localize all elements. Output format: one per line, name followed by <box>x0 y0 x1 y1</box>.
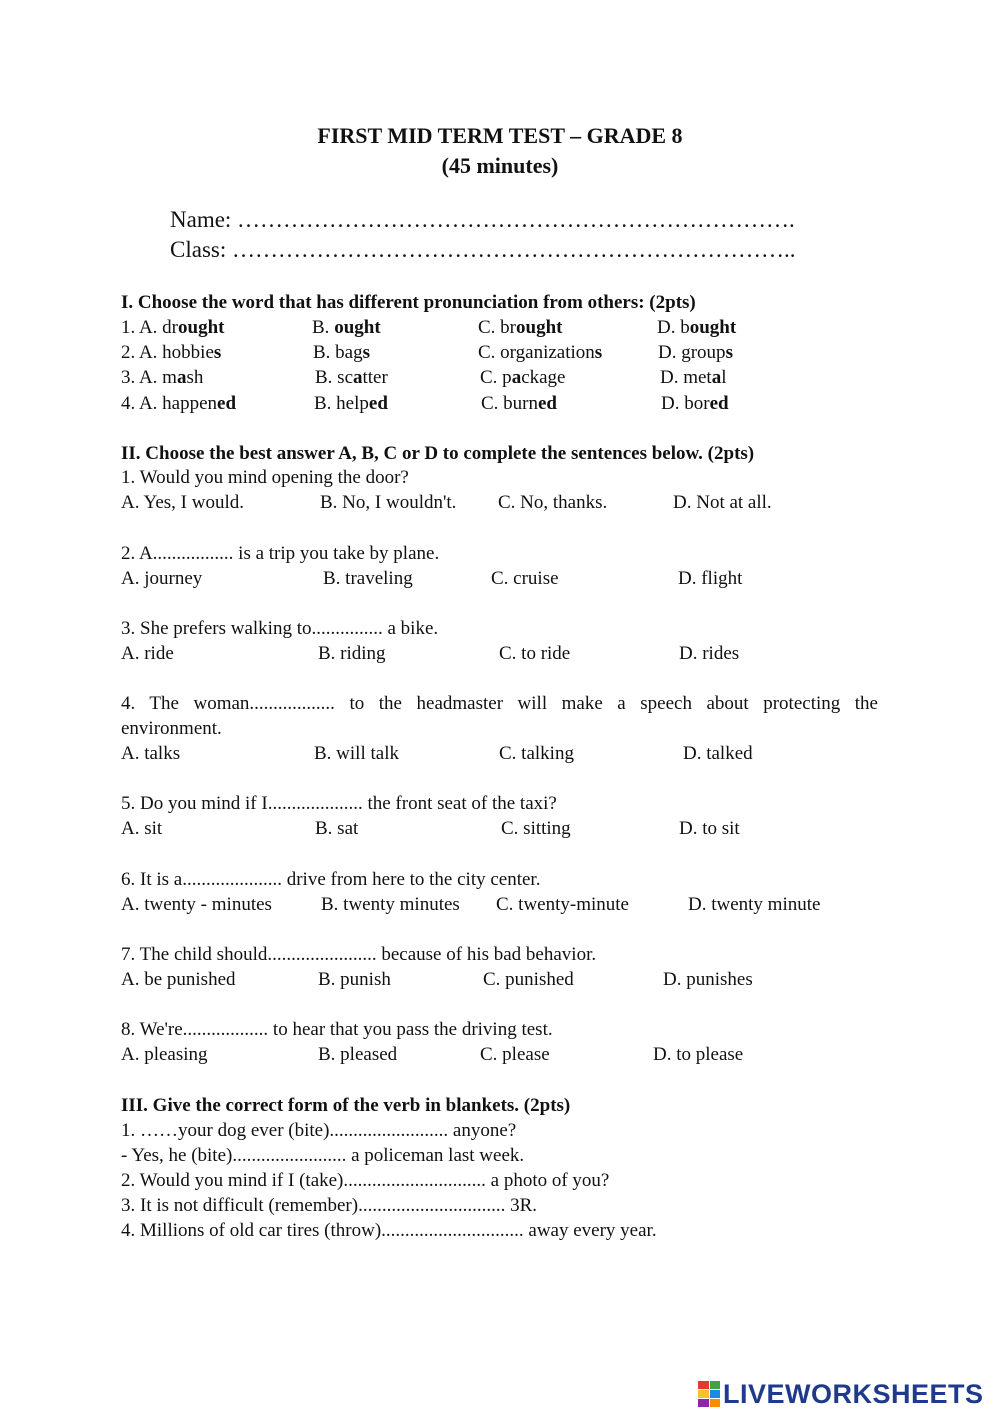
s2-q4-option-b: B. will talk <box>314 743 399 764</box>
s2-q2-option-d: D. flight <box>678 568 743 589</box>
name-field-line: Name: ………………………………………………………………. <box>170 207 795 232</box>
s2-q8-option-b: B. pleased <box>318 1044 398 1065</box>
s1-q1-option-d: D. bought <box>657 317 737 338</box>
s1-q2-option-a: 2. A. hobbies <box>121 342 222 363</box>
s1-q1-option-a: 1. A. drought <box>121 317 225 338</box>
s1-q4-option-d: D. bored <box>661 393 729 414</box>
s2-q7-option-c: C. punished <box>483 969 574 990</box>
s2-q5-option-d: D. to sit <box>679 818 740 839</box>
s2-q3-option-c: C. to ride <box>499 643 571 664</box>
s2-q3-option-b: B. riding <box>318 643 386 664</box>
s2-q4-option-a: A. talks <box>121 743 181 764</box>
s1-q2-option-b: B. bags <box>313 342 371 363</box>
s1-q3-option-b: B. scatter <box>315 367 388 388</box>
s2-q8-option-a: A. pleasing <box>121 1044 208 1065</box>
s1-q2-option-c: C. organizations <box>478 342 603 363</box>
s2-question-3: 3. She prefers walking to............... a bike. <box>121 618 439 639</box>
s2-q1-option-d: D. Not at all. <box>673 492 772 513</box>
s2-question-8: 8. We're.................. to hear that you pass the driving test. <box>121 1019 553 1040</box>
section-3-heading: III. Give the correct form of the verb in blankets. (2pts) <box>121 1095 571 1116</box>
s2-question-5: 5. Do you mind if I.................... the front seat of the taxi? <box>121 793 557 814</box>
s2-q7-option-b: B. punish <box>318 969 391 990</box>
s3-line-4: 3. It is not difficult (remember)............................... 3R. <box>121 1195 538 1216</box>
section-1-heading: I. Choose the word that has different pronunciation from others: (2pts) <box>121 292 696 313</box>
section-2-heading: II. Choose the best answer A, B, C or D to complete the sentences below. (2pts) <box>121 443 755 464</box>
s2-q5-option-b: B. sat <box>315 818 359 839</box>
s1-q3-option-a: 3. A. mash <box>121 367 204 388</box>
test-title: FIRST MID TERM TEST – GRADE 8 <box>317 123 683 148</box>
test-duration: (45 minutes) <box>441 153 559 178</box>
s2-question-7: 7. The child should....................... because of his bad behavior. <box>121 944 597 965</box>
class-field-line: Class: ……………………………………………………………….. <box>170 237 796 262</box>
s2-q1-option-b: B. No, I wouldn't. <box>320 492 457 513</box>
s3-line-2: - Yes, he (bite)........................ a policeman last week. <box>121 1145 525 1166</box>
s2-q4-option-d: D. talked <box>683 743 753 764</box>
s2-q7-option-a: A. be punished <box>121 969 236 990</box>
s2-question-4: 4. The woman.................. to the headmaster will make a speech about protecting the <box>121 693 878 714</box>
s2-q6-option-c: C. twenty-minute <box>496 894 629 915</box>
s1-q4-option-a: 4. A. happened <box>121 393 237 414</box>
s3-line-3: 2. Would you mind if I (take).............................. a photo of you? <box>121 1170 610 1191</box>
s1-q3-option-c: C. package <box>480 367 566 388</box>
s2-q1-option-a: A. Yes, I would. <box>121 492 244 513</box>
s2-q2-option-a: A. journey <box>121 568 203 589</box>
s1-q3-option-d: D. metal <box>660 367 727 388</box>
s1-q4-option-b: B. helped <box>314 393 388 414</box>
s2-q6-option-a: A. twenty - minutes <box>121 894 272 915</box>
s2-q5-option-c: C. sitting <box>501 818 571 839</box>
s2-question-1: 1. Would you mind opening the door? <box>121 467 409 488</box>
s2-q6-option-b: B. twenty minutes <box>321 894 460 915</box>
s2-q2-option-b: B. traveling <box>323 568 413 589</box>
s2-q8-option-d: D. to please <box>653 1044 744 1065</box>
s1-q1-option-c: C. brought <box>478 317 563 338</box>
s1-q1-option-b: B. ought <box>312 317 381 338</box>
s1-q2-option-d: D. groups <box>658 342 733 363</box>
logo-text: LIVEWORKSHEETS <box>723 1378 984 1409</box>
s2-q3-option-a: A. ride <box>121 643 174 664</box>
s2-question-4-cont: environment. <box>121 718 222 739</box>
s3-line-1: 1. ……your dog ever (bite)......................... anyone? <box>121 1120 517 1141</box>
s2-q7-option-d: D. punishes <box>663 969 753 990</box>
liveworksheets-badge-icon <box>698 1381 720 1407</box>
liveworksheets-logo <box>698 1378 984 1410</box>
s2-q3-option-d: D. rides <box>679 643 740 664</box>
s2-q5-option-a: A. sit <box>121 818 163 839</box>
s2-question-6: 6. It is a..................... drive from here to the city center. <box>121 869 541 890</box>
s2-q8-option-c: C. please <box>480 1044 550 1065</box>
s2-question-2: 2. A................. is a trip you take by plane. <box>121 543 440 564</box>
s3-line-5: 4. Millions of old car tires (throw).............................. away every year. <box>121 1220 657 1241</box>
s2-q4-option-c: C. talking <box>499 743 574 764</box>
s1-q4-option-c: C. burned <box>481 393 557 414</box>
s2-q1-option-c: C. No, thanks. <box>498 492 608 513</box>
s2-q6-option-d: D. twenty minute <box>688 894 821 915</box>
s2-q2-option-c: C. cruise <box>491 568 559 589</box>
